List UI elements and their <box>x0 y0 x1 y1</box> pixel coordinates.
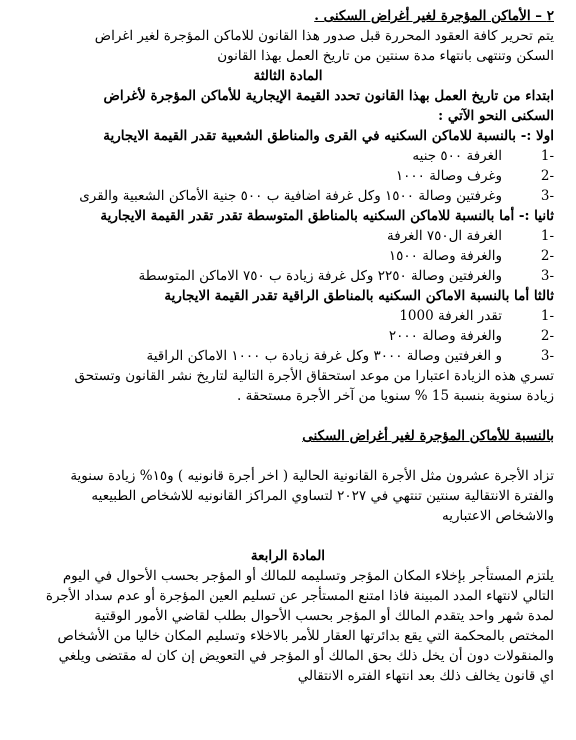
list-item-number: -1 <box>540 148 554 164</box>
list-item-number: -3 <box>540 268 554 284</box>
paragraph-line: السكنى النحو الآتي : <box>438 108 554 124</box>
list-item <box>22 306 554 326</box>
paragraph-line: تسري هذه الزيادة اعتبارا من موعد استحقاق الأجرة التالية لتاريخ نشر القانون وتستحق <box>74 368 554 384</box>
list-item-text: وغرف وصالة ١٠٠٠ <box>395 168 502 184</box>
list-item-number: -2 <box>540 328 554 344</box>
list-item-number: -2 <box>540 248 554 264</box>
subsection-title: ثانيا :- أما بالنسبة للاماكن السكنيه بالمناطق المتوسطة تقدر تقدر القيمة الايجارية <box>100 208 554 224</box>
list-item <box>22 246 554 266</box>
list-item <box>22 186 554 206</box>
list-item-text: والغرفتين وصالة ٢٢٥٠ وكل غرفة زيادة ب ٧٥٠ الاماكن المتوسطة <box>138 268 502 284</box>
paragraph-line: يتم تحرير كافة العقود المحررة قبل صدور هذا القانون للاماكن المؤجرة لغير اغراض <box>94 28 554 44</box>
list-item <box>22 166 554 186</box>
section-heading: بالنسبة للأماكن المؤجرة لغير أغراض السكنى <box>302 428 554 444</box>
list-item-text: والغرفة وصالة ٢٠٠٠ <box>388 328 502 344</box>
list-item-text: و الغرفتين وصالة ٣٠٠٠ وكل غرفة زيادة ب ١٠٠٠ الاماكن الراقية <box>146 348 502 364</box>
article-title: المادة الرابعة <box>250 548 326 564</box>
paragraph-line: السكن وتنتهى بانتهاء مدة سنتين من تاريخ العمل بهذا القانون <box>217 48 554 64</box>
list-item-number: -3 <box>540 188 554 204</box>
list-item <box>22 326 554 346</box>
list-item <box>22 346 554 366</box>
paragraph-line: والاشخاص الاعتباريه <box>441 508 554 524</box>
list-item-number: -1 <box>540 228 554 244</box>
paragraph-line: المختص بالمحكمة التي يقع بدائرتها العقار للأمر بالاخلاء وتسليم المكان خاليا من الأشخاص <box>57 628 554 644</box>
paragraph-line: ابتداء من تاريخ العمل بهذا القانون تحدد القيمة الإيجارية للأماكن المؤجرة لأغراض <box>103 88 554 104</box>
paragraph-line: لمدة شهر واحد يتقدم المالك أو المؤجر بحسب الأحوال بطلب لقاضي الأمور الوقتية <box>94 608 554 624</box>
paragraph-line: تزاد الأجرة عشرون مثل الأجرة القانونية الحالية ( اخر أجرة قانونيه ) و١٥% زيادة سنوية <box>70 468 554 484</box>
list-item <box>22 146 554 166</box>
list-item-number: -3 <box>540 348 554 364</box>
paragraph-line: زيادة سنوية بنسبة 15 % سنويا من آخر الأجرة مستحقة . <box>237 388 554 404</box>
paragraph-line: والمنقولات دون أن يخل ذلك بحق المالك أو المؤجر في التعويض إن كان له مقتضى ويلغي <box>58 648 554 664</box>
list-item-text: والغرفة وصالة ١٥٠٠ <box>388 248 502 264</box>
paragraph-line: والفترة الانتقالية سنتين تنتهي في ٢٠٢٧ لتساوي المراكز القانونيه للاشخاص الطبيعيه <box>91 488 554 504</box>
list-item-text: وغرفتين وصالة ١٥٠٠ وكل غرفة اضافية ب ٥٠٠ جنية الأماكن الشعبية والقرى <box>79 188 502 204</box>
list-item-text: تقدر الغرفة 1000 <box>399 308 502 324</box>
list-item-text: الغرفة ال٧٥٠ الغرفة <box>387 228 502 244</box>
paragraph-line: التالي لانتهاء المدد المبينة فاذا امتنع المستأجر عن تسليم العين المؤجرة أو عدم سداد الأجرة <box>45 588 554 604</box>
list-item-text: الغرفة ٥٠٠ جنيه <box>412 148 502 164</box>
list-item-number: -2 <box>540 168 554 184</box>
subsection-title: اولا :- بالنسبة للاماكن السكنيه في القرى والمناطق الشعبية تقدر القيمة الايجارية <box>103 128 554 144</box>
list-item <box>22 226 554 246</box>
section-heading: ٢ – الأماكن المؤجرة لغير أغراض السكنى . <box>314 8 554 24</box>
paragraph-line: اي قانون يخالف ذلك بعد انتهاء الفتره الانتقالي <box>297 668 554 684</box>
list-item <box>22 266 554 286</box>
article-title: المادة الثالثة <box>253 68 323 84</box>
list-item-number: -1 <box>540 308 554 324</box>
subsection-title: ثالثا أما بالنسبة الاماكن السكنيه بالمناطق الراقية تقدر القيمة الايجارية <box>164 288 554 304</box>
paragraph-line: يلتزم المستأجر بإخلاء المكان المؤجر وتسليمه للمالك أو المؤجر بحسب الأحوال في اليوم <box>62 568 554 584</box>
